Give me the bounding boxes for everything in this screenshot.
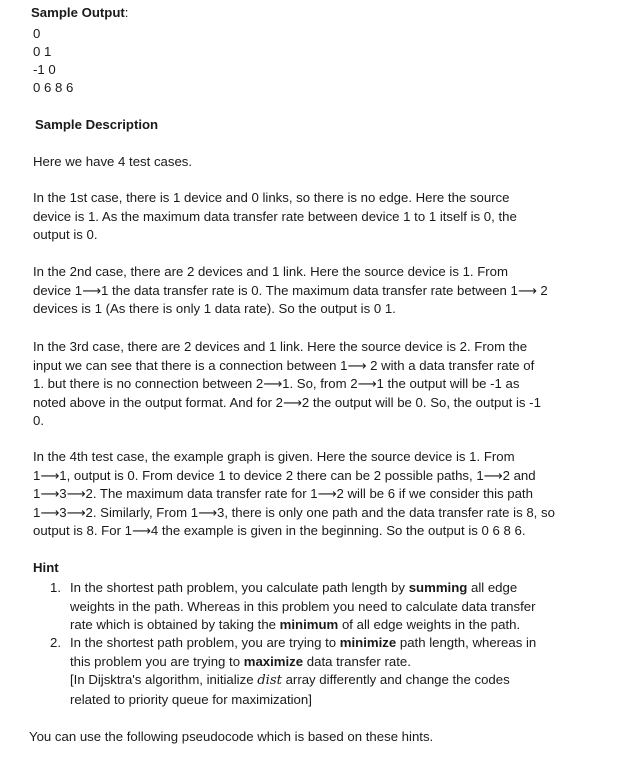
text-line: weights in the path. Whereas in this problem you need to calculate data transfer (70, 598, 536, 614)
hint-list (50, 579, 610, 709)
sample-output-line: -1 0 (33, 62, 56, 77)
list-number: 2. (50, 635, 61, 650)
sample-description-title: Sample Description (35, 117, 159, 132)
sample-output-line: 0 6 8 6 (33, 80, 74, 95)
text-line: input we can see that there is a connection between 1⟶ 2 with a data transfer rate of (33, 357, 535, 373)
text-line: 1⟶3⟶2. Similarly, From 1⟶3, there is only one path and the data transfer rate is 8, so (33, 504, 555, 520)
sample-output-line: 0 (33, 26, 41, 41)
text-line: 0. (33, 413, 44, 429)
text-line: In the 3rd case, there are 2 devices and 1 link. Here the source device is 2. From the (33, 339, 528, 354)
text-line: In the 2nd case, there are 2 devices and 1 link. Here the source device is 1. From (33, 264, 509, 279)
footer-text: You can use the following pseudocode which is based on these hints. (29, 729, 434, 744)
text-line: device is 1. As the maximum data transfer rate between device 1 to 1 itself is 0, the (33, 208, 517, 224)
text-line: 1. but there is no connection between 2⟶1. So, from 2⟶1 the output will be -1 as (33, 376, 520, 392)
list-number: 1. (50, 580, 61, 595)
text-line: [In Dijsktra's algorithm, initialize dist array differently and change the codes (70, 672, 510, 689)
case2-paragraph (33, 263, 548, 319)
text-line: devices is 1 (As there is only 1 data rate). So the output is 0 1. (33, 301, 396, 317)
text-line: In the shortest path problem, you calculate path length by summing all edge (70, 580, 518, 595)
sample-output-line: 0 1 (33, 44, 52, 59)
text-line: 1⟶1, output is 0. From device 1 to device 2 there can be 2 possible paths, 1⟶2 and (33, 467, 536, 483)
intro-text: Here we have 4 test cases. (33, 154, 193, 169)
text-line: output is 8. For 1⟶4 the example is given in the beginning. So the output is 0 6 8 6. (33, 523, 526, 539)
hint-title: Hint (33, 560, 59, 575)
text-line: In the shortest path problem, you are trying to minimize path length, whereas in (70, 635, 537, 650)
text-line: output is 0. (33, 227, 98, 243)
text-line: device 1⟶1 the data transfer rate is 0. The maximum data transfer rate between 1⟶ 2 (33, 282, 548, 298)
text-line: this problem you are trying to maximize data transfer rate. (70, 653, 411, 669)
text-line: noted above in the output format. And for 2⟶2 the output will be 0. So, the output is -1 (33, 394, 541, 410)
text-line: related to priority queue for maximization] (70, 691, 312, 707)
text-line: 1⟶3⟶2. The maximum data transfer rate for 1⟶2 will be 6 if we consider this path (33, 486, 533, 502)
case3-paragraph (33, 338, 541, 431)
sample-output-title: Sample Output: (31, 5, 129, 20)
text-line: In the 1st case, there is 1 device and 0 links, so there is no edge. Here the source (33, 190, 510, 205)
case1-paragraph (33, 189, 517, 245)
text-line: rate which is obtained by taking the minimum of all edge weights in the path. (70, 617, 521, 633)
case4-paragraph (33, 448, 555, 541)
text-line: In the 4th test case, the example graph is given. Here the source device is 1. From (33, 449, 515, 464)
